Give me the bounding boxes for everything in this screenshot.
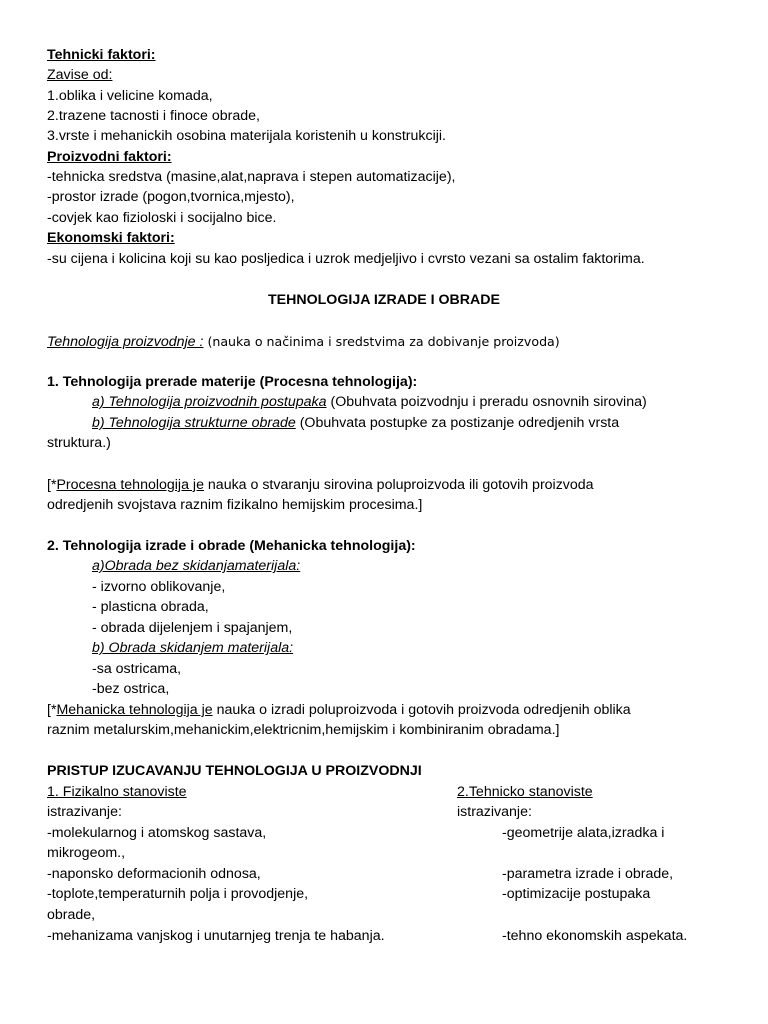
part1-b-line — [92, 415, 619, 432]
list-item: - obrada dijelenjem i spajanjem, — [92, 620, 293, 636]
list-item: -sa ostricama, — [92, 661, 182, 677]
zavise-od-label: Zavise od: — [47, 67, 113, 83]
part1-a-text: (Obuhvata poizvodnju i preradu osnovnih sirovina) — [326, 394, 647, 410]
definition-line — [47, 333, 560, 351]
list-item: 3.vrste i mehanickih osobina materijala koristenih u konstrukciji. — [47, 128, 447, 144]
section-title-proizvodni: Proizvodni faktori: — [47, 149, 172, 165]
section-title-ekonomski: Ekonomski faktori: — [47, 230, 175, 246]
list-item: 1.oblika i velicine komada, — [47, 88, 213, 104]
list-item: - plasticna obrada, — [92, 599, 209, 615]
list-item: 2.trazene tacnosti i finoce obrade, — [47, 108, 260, 124]
list-item: -parametra izrade i obrade, — [502, 866, 674, 882]
section-title-tehnicki: Tehnicki faktori: — [47, 47, 156, 63]
list-item: -geometrije alata,izradka i — [502, 825, 665, 841]
list-item: -covjek kao fizioloski i socijalno bice. — [47, 210, 277, 226]
note-text: nauka o stvaranju sirovina poluproizvoda ili gotovih proizvoda — [203, 477, 594, 493]
note-text: nauka o izradi poluproizvoda i gotovih proizvoda odredjenih oblika — [212, 702, 631, 718]
list-item: -molekularnog i atomskog sastava, — [47, 825, 267, 841]
list-item: obrade, — [47, 907, 96, 923]
note-prefix: [* — [47, 477, 57, 493]
list-item: - izvorno oblikovanje, — [92, 579, 226, 595]
list-item: -toplote,temperaturnih polja i provodjenje, — [47, 886, 309, 902]
part2-title: 2. Tehnologija izrade i obrade (Mehanicka tehnologija): — [47, 538, 416, 554]
list-item: -optimizacije postupaka — [502, 886, 651, 902]
list-item: -tehnicka sredstva (masine,alat,naprava i stepen automatizacije), — [47, 169, 456, 185]
part2-b-label: b) Obrada skidanjem materijala: — [92, 640, 294, 656]
part1-note — [47, 477, 594, 494]
col1-subtitle: istrazivanje: — [47, 804, 122, 820]
list-item: -prostor izrade (pogon,tvornica,mjesto), — [47, 189, 295, 205]
col2-title: 2.Tehnicko stanoviste — [457, 784, 593, 800]
part1-a-label: a) Tehnologija proizvodnih postupaka — [92, 394, 327, 410]
part1-note-continuation: odredjenih svojstava raznim fizikalno hemijskim procesima.] — [47, 497, 423, 513]
main-heading: TEHNOLOGIJA IZRADE I OBRADE — [267, 292, 500, 308]
ekonomski-text: -su cijena i kolicina koji su kao posljedica i uzrok medjeljivo i cvrsto vezani sa ostalim faktorima. — [47, 251, 645, 267]
part1-b-label: b) Tehnologija strukturne obrade — [92, 415, 296, 431]
part1-a-line — [92, 394, 647, 411]
note-term: Mehanicka tehnologija je — [56, 702, 213, 718]
part1-b-text: (Obuhvata postupke za postizanje odredjenih vrsta — [295, 415, 620, 431]
part2-note — [47, 702, 631, 719]
list-item: -naponsko deformacionih odnosa, — [47, 866, 261, 882]
col1-title: 1. Fizikalno stanoviste — [47, 784, 187, 800]
list-item: -bez ostrica, — [92, 681, 170, 697]
list-item: mikrogeom., — [47, 845, 126, 861]
part2-note-continuation: raznim metalurskim,mehanickim,elektricnim,hemijskim i kombiniranim obradama.] — [47, 722, 560, 738]
list-item: -tehno ekonomskih aspekata. — [502, 928, 688, 944]
note-prefix: [* — [47, 702, 57, 718]
definition-term: Tehnologija proizvodnje : — [47, 334, 204, 350]
list-item: -mehanizama vanjskog i unutarnjeg trenja te habanja. — [47, 928, 385, 944]
part1-title: 1. Tehnologija prerade materije (Procesna tehnologija): — [47, 374, 418, 390]
definition-text: (nauka o načinima i sredstvima za dobivanje proizvoda) — [203, 334, 560, 349]
pristup-title: PRISTUP IZUCAVANJU TEHNOLOGIJA U PROIZVODNJI — [47, 763, 422, 779]
part2-a-label: a)Obrada bez skidanjamaterijala: — [92, 558, 301, 574]
col2-subtitle: istrazivanje: — [457, 804, 532, 820]
note-term: Procesna tehnologija je — [56, 477, 204, 493]
part1-b-continuation: struktura.) — [47, 435, 111, 451]
